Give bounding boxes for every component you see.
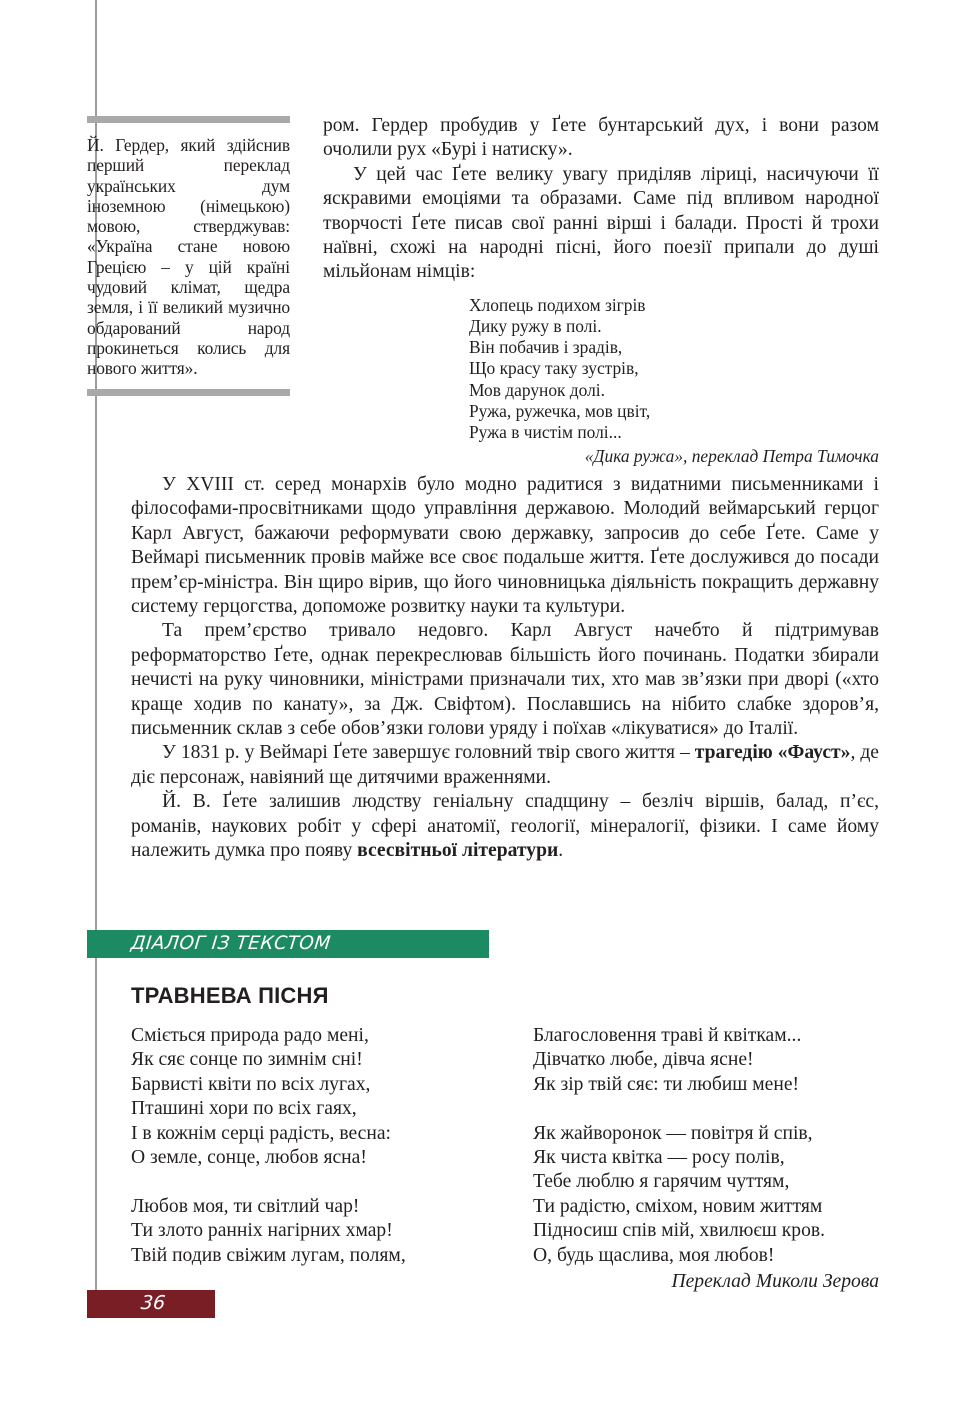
poem-line: Він побачив і зрадів, [469,337,623,358]
song-line: Барвисті квіти по всіх лугах, [131,1073,371,1095]
paragraph-5-start: У 1831 р. у Веймарі Ґете завершує головний твір свого життя – [162,742,695,764]
poem-line: Ружа, ружечка, мов цвіт, [469,400,651,421]
song-line: Підносиш спів мій, хвилюєш кров. [533,1220,826,1242]
poem-attribution: «Дика ружа», переклад Петра Тимочка [584,446,879,467]
song-line: Твій подив свіжим лугам, полям, [131,1244,406,1266]
paragraph-2: У цей час Ґете велику увагу приділяв ліриці, насичуючи її яскравими емоціями та образами. Саме під впливом народної творчості Ґете писав свої ранні вірші і балади. Прості й трохи наївні, схожі на народні пісні, його поезії припали до душі мільйонам німців: [323,163,879,283]
song-line: Любов моя, ти світлий чар! [131,1195,360,1217]
sidebar-note [87,116,290,396]
paragraph-1: ром. Гердер пробудив у Ґете бунтарський дух, і вони разом очолили рух «Бурі і натиску». [323,115,879,161]
world-literature-term: всесвітньої літератури [357,840,559,862]
song-line: О, будь щаслива, моя любов! [533,1244,775,1266]
page-number: 36 [139,1292,167,1314]
song-line: О земле, сонце, любов ясна! [131,1147,367,1169]
song-line: Тебе люблю я гарячим чуттям, [533,1171,790,1193]
song-line: Як зір твій сяє: ти любиш мене! [533,1073,800,1095]
paragraph-6-start: Й. В. Ґете залишив людству геніальну спадщину – безліч віршів, балад, п’єс, романів, наукових робіт у сфері анатомії, геології, мінералогії, фізики. І саме йому належить думка про появу [131,791,879,862]
faust-term: трагедію «Фауст» [694,742,851,764]
poem-line: Ружа в чистім полі... [469,422,622,443]
rose-poem [469,295,879,443]
main-column [323,114,879,467]
poem-line: Мов дарунок долі. [469,379,605,400]
sidebar-note-text: Й. Гердер, який здійснив перший переклад українських дум іноземною (німецькою) мовою, стверджував: «Україна стане новою Грецією – у цій країні чудовий клімат, щедра земля, і її великий музично обдарований народ прокинеться колись для нового життя». [87,135,290,379]
song-line: Ти злото ранніх нагірних хмар! [131,1220,393,1242]
song-line: Пташині хори по всіх гаях, [131,1098,357,1120]
song-right-column [533,1024,825,1268]
song-line: Сміється природа радо мені, [131,1025,369,1046]
paragraph-4: Та прем’єрство тривало недовго. Карл Август начебто й підтримував реформаторство Ґете, однак перекреслював більшість його починань. Податки збирали нечисті на руку чиновники, міністрами призначали тих, хто мав зв’язки при дворі («хто краще ходив по канату», за Дж. Свіфтом). Пославшись на нібито слабке здоров’я, письменник склав з себе обов’язки голови уряду і поїхав «лікуватися» до Італії. [131,620,879,740]
song-title: ТРАВНЕВА ПІСНЯ [131,983,329,1008]
page-number-tab [87,1290,215,1318]
song-line: Дівчатко любе, дівча ясне! [533,1049,754,1071]
paragraph-3: У XVIII ст. серед монархів було модно радитися з видатними письменниками і філософами-просвітниками щодо управління державою. Молодий веймарський герцог Карл Август, бажаючи реформувати свою державку, запросив до себе Ґете. Саме у Веймарі письменник провів майже все своє подальше життя. Ґете дослужився до посади прем’єр-міністра. Він щиро вірив, що його чиновницька діяльність покращить державну систему герцогства, допоможе розвитку науки та культури. [131,474,879,618]
paragraph-6 [131,790,879,863]
dialog-banner-label: ДІАЛОГ ІЗ ТЕКСТОМ [129,933,332,954]
sidebar-top-bar [87,116,290,123]
paragraph-6-end: . [558,840,564,862]
song-line: Як чиста квітка — росу полів, [533,1147,785,1169]
song-line: І в кожнім серці радість, весна: [131,1122,391,1144]
translator-credit: Переклад Миколи Зерова [671,1271,879,1292]
poem-line: Що красу таку зустрів, [469,358,639,379]
paragraph-5-end: , де діє персонаж, навіяний ще дитячими враженнями. [131,742,879,788]
song-left-column [131,1024,406,1268]
sidebar-bottom-bar [87,389,290,396]
song-line: Благословення траві й квіткам... [533,1025,802,1046]
dialog-banner [87,930,489,958]
stanza-gap [533,1097,825,1121]
full-width-text [131,473,879,864]
song-line: Ти радістю, сміхом, новим життям [533,1195,823,1217]
poem-line: Хлопець подихом зігрів [469,294,646,315]
paragraph-5 [131,741,879,790]
stanza-gap [131,1170,406,1194]
song-line: Як сяє сонце по зимнім сні! [131,1049,363,1071]
poem-line: Дику ружу в полі. [469,316,602,337]
song-line: Як жайворонок — повітря й спів, [533,1122,813,1144]
